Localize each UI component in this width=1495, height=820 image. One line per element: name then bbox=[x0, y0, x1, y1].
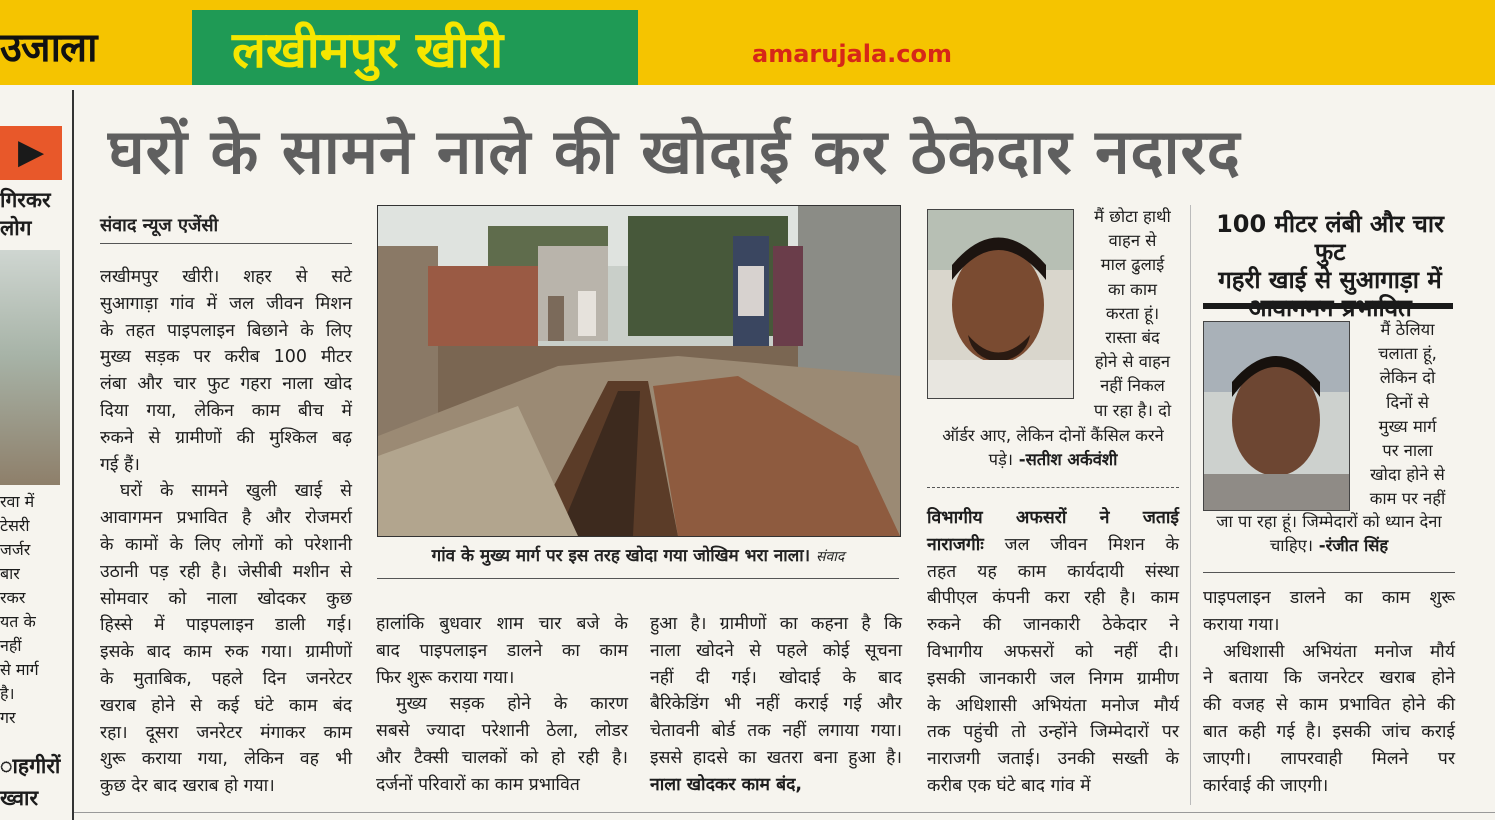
trench-photo-art bbox=[378, 206, 900, 536]
article-line: कार्रवाई की जाएगी। bbox=[1203, 775, 1329, 796]
quote-line: चलाता हूं, bbox=[1378, 344, 1437, 364]
article-line: इसके बाद काम रुक गया। ग्रामीणों bbox=[100, 642, 352, 663]
quote1-rule bbox=[927, 487, 1179, 488]
article-line: के तहत पाइपलाइन बिछाने के लिए bbox=[100, 320, 352, 341]
portrait-ranjeet bbox=[1203, 321, 1350, 511]
quote-line-text: चाहिए। bbox=[1269, 536, 1313, 556]
quote-line: खोदा होने से bbox=[1370, 465, 1445, 485]
left-strip-body bbox=[0, 490, 70, 730]
quote2-tail bbox=[1203, 510, 1455, 558]
article-line: मुख्य सड़क पर करीब 100 मीटर bbox=[100, 347, 352, 368]
subhead-cont: नाराजगीः bbox=[927, 534, 984, 555]
column-divider bbox=[72, 90, 74, 820]
side-heading-line: गहरी खाई से सुआगाड़ा में bbox=[1218, 266, 1442, 294]
article-line: हालांकि बुधवार शाम चार बजे के bbox=[376, 614, 628, 634]
article-line: और टैक्सी चालकों को हो रही है। bbox=[376, 747, 628, 768]
article-line: सबसे ज्यादा परेशानी ठेला, लोडर bbox=[376, 721, 628, 742]
article-column-4 bbox=[927, 505, 1179, 800]
quote-author: -सतीश अर्कवंशी bbox=[1013, 450, 1118, 470]
photo-caption bbox=[377, 543, 899, 566]
left-strip-text: गिरकर bbox=[0, 188, 51, 212]
article-line: बाद पाइपलाइन डालने का काम bbox=[376, 640, 628, 661]
quote-line: मैं ठेलिया bbox=[1380, 320, 1435, 339]
article-line: चेतावनी बोर्ड तक नहीं लगाया गया। bbox=[650, 721, 902, 742]
left-strip-line: रवा में bbox=[0, 492, 35, 511]
quote-line: होने से वाहन bbox=[1094, 352, 1171, 372]
quote-line-text: ऑर्डर आए, लेकिन दोनों कैंसिल करने bbox=[942, 426, 1164, 445]
quote-line: वाहन से bbox=[1108, 231, 1157, 251]
article-line: नाला खोदने से पहले कोई सूचना bbox=[650, 640, 902, 661]
headline: घरों के सामने नाले की खोदाई कर ठेकेदार नदारद bbox=[108, 115, 1241, 188]
article-line: पाइपलाइन डालने का काम शुरू bbox=[1203, 588, 1455, 608]
article-line: बैरिकेडिंग भी नहीं कराई गई और bbox=[650, 694, 902, 715]
article-line: रुकने से ग्रामीणों की मुश्किल बढ़ bbox=[100, 427, 352, 448]
article-line: शुरू कराया गया, लेकिन वह भी bbox=[100, 749, 352, 770]
quote-line: करता हूं। bbox=[1105, 303, 1160, 323]
article-line: अधिशासी अभियंता मनोज मौर्य bbox=[1223, 641, 1455, 662]
subhead: विभागीय अफसरों ने जताई bbox=[927, 508, 1179, 528]
portrait-satish bbox=[927, 209, 1074, 399]
left-strip-line: नहीं bbox=[0, 636, 22, 655]
article-line: नाला खोदकर काम बंद, bbox=[650, 774, 803, 795]
article-line: सुआगाड़ा गांव में जल जीवन मिशन bbox=[100, 293, 352, 314]
article-line: करीब एक घंटे बाद गांव में bbox=[927, 775, 1091, 796]
quote1-tail bbox=[927, 424, 1179, 472]
quote-line: माल ढुलाई bbox=[1100, 255, 1165, 275]
article-line: विभागीय अफसरों को नहीं दी। bbox=[927, 641, 1179, 662]
article-line: खराब होने से कई घंटे काम बंद bbox=[100, 695, 352, 716]
article-line: फिर शुरू कराया गया। bbox=[376, 667, 515, 688]
quote-line bbox=[927, 424, 1179, 448]
caption-rule bbox=[377, 578, 899, 579]
article-line: उठानी पड़ रही है। जेसीबी मशीन से bbox=[100, 561, 352, 582]
article-line: जाएगी। लापरवाही मिलने पर bbox=[1203, 748, 1455, 769]
article-lines bbox=[927, 559, 1179, 800]
article-line: इसकी जानकारी जल निगम ग्रामीण bbox=[927, 668, 1179, 689]
article-line: कराया गया। bbox=[1203, 614, 1280, 635]
article-line: मुख्य सड़क होने के कारण bbox=[396, 694, 628, 715]
article-line: गई हैं। bbox=[100, 454, 140, 475]
quote-author: -रंजीत सिंह bbox=[1312, 536, 1389, 556]
quote-line bbox=[1203, 510, 1455, 534]
quote-line bbox=[927, 448, 1179, 472]
article-line: के अधिशासी अभियंता मनोज मौर्य bbox=[927, 695, 1179, 716]
article-line: रहा। दूसरा जनरेटर मंगाकर काम bbox=[100, 722, 352, 743]
article-line: नहीं दी गई। खोदाई के बाद bbox=[650, 667, 902, 688]
quote-line: मुख्य मार्ग bbox=[1378, 416, 1437, 436]
article-line: हिस्से में पाइपलाइन डाली गई। bbox=[100, 615, 352, 636]
quote-line: दिनों से bbox=[1386, 392, 1429, 412]
article-line: घरों के सामने खुली खाई से bbox=[120, 481, 352, 502]
quote-line: पा रहा है। दो bbox=[1093, 400, 1172, 420]
quote-line-text: पड़े। bbox=[988, 450, 1014, 470]
quote-line bbox=[1203, 534, 1455, 558]
article-column-1 bbox=[100, 264, 352, 800]
left-strip-line: जर्जर bbox=[0, 540, 31, 559]
article-line: दर्जनों परिवारों का काम प्रभावित bbox=[376, 774, 580, 795]
left-strip-line: से मार्ग bbox=[0, 660, 39, 679]
column-divider bbox=[1190, 205, 1191, 805]
article-line: बात कही गई है। इसकी जांच कराई bbox=[1203, 721, 1455, 742]
article-line-text: जल जीवन मिशन के bbox=[983, 534, 1179, 555]
side-heading-line: 100 मीटर लंबी और चार फुट bbox=[1216, 210, 1444, 266]
left-strip-line: गर bbox=[0, 708, 16, 727]
left-strip-text: ख्वार bbox=[0, 786, 39, 810]
newspaper-logo: उजाला bbox=[0, 25, 97, 71]
side-heading-bar bbox=[1203, 303, 1453, 309]
article-line: लखीमपुर खीरी। शहर से सटे bbox=[100, 267, 352, 287]
article-line: बीपीएल कंपनी करा रही है। काम bbox=[927, 588, 1179, 609]
portrait-satish-art bbox=[928, 210, 1073, 398]
left-strip-text: ाहगीरों bbox=[0, 754, 61, 778]
left-strip-line: टेसरी bbox=[0, 516, 30, 535]
article-line: तक पहुंची तो उन्होंने जिम्मेदारों पर bbox=[927, 722, 1179, 743]
quote2-side bbox=[1360, 318, 1455, 512]
quote-line: नहीं निकल bbox=[1100, 376, 1165, 396]
trench-photo bbox=[377, 205, 901, 537]
article-line: लंबा और चार फुट गहरा नाला खोद bbox=[100, 374, 352, 395]
quote-line: लेकिन दो bbox=[1379, 368, 1436, 388]
article-line: के मुताबिक, पहले दिन जनरेटर bbox=[100, 668, 352, 689]
city-name: लखीमपुर खीरी bbox=[232, 21, 504, 79]
site-url: amarujala.com bbox=[752, 40, 953, 68]
article-line: सोमवार को नाला खोदकर कुछ bbox=[100, 588, 352, 609]
article-column-2 bbox=[376, 611, 628, 799]
left-strip-line: रकर bbox=[0, 588, 26, 607]
left-strip-photo bbox=[0, 250, 60, 485]
quote-line: रास्ता बंद bbox=[1105, 328, 1160, 348]
quote-line: काम पर नहीं bbox=[1369, 489, 1446, 509]
byline-rule bbox=[100, 243, 352, 244]
page-bottom-rule bbox=[74, 812, 1495, 813]
article-line: हुआ है। ग्रामीणों का कहना है कि bbox=[650, 614, 902, 634]
photo-caption-text: गांव के मुख्य मार्ग पर इस तरह खोदा गया जोखिम भरा नाला। bbox=[431, 546, 811, 566]
photo-credit: संवाद bbox=[816, 549, 845, 565]
quote-line: मैं छोटा हाथी bbox=[1094, 207, 1171, 226]
quote1-side bbox=[1085, 205, 1180, 423]
quote-line: पर नाला bbox=[1382, 441, 1433, 461]
left-strip-line: बार bbox=[0, 564, 20, 583]
left-strip-text: लोग bbox=[0, 216, 32, 240]
left-strip-line: यत के bbox=[0, 612, 36, 631]
megaphone-icon: ▶ bbox=[18, 132, 45, 172]
portrait-ranjeet-art bbox=[1204, 322, 1349, 510]
byline: संवाद न्यूज एजेंसी bbox=[100, 215, 219, 236]
article-line bbox=[927, 532, 1179, 559]
article-column-5 bbox=[1203, 585, 1455, 799]
article-line: नाराजगी जताई। उनकी सख्ती के bbox=[927, 749, 1179, 770]
article-line: की वजह से काम प्रभावित होने की bbox=[1203, 695, 1455, 716]
article-line: इससे हादसे का खतरा बना हुआ है। bbox=[650, 747, 902, 768]
article-line: दिया गया, लेकिन काम बीच में bbox=[100, 400, 352, 421]
quote2-rule bbox=[1203, 572, 1455, 573]
quote-line-text: जा पा रहा हूं। जिम्मेदारों को ध्यान देना bbox=[1216, 512, 1442, 531]
article-line: के कामों के लिए लोगों को परेशानी bbox=[100, 534, 352, 555]
left-strip-line: है। bbox=[0, 684, 15, 703]
article-line: तहत यह काम कार्यदायी संस्था bbox=[927, 561, 1179, 582]
article-line: ने बताया कि जनरेटर खराब होने bbox=[1203, 668, 1455, 689]
quote-line: का काम bbox=[1107, 279, 1157, 299]
article-line: कुछ देर बाद खराब हो गया। bbox=[100, 776, 275, 797]
article-column-3 bbox=[650, 611, 902, 799]
article-line: आवागमन प्रभावित है और रोजमर्रा bbox=[100, 508, 352, 529]
article-line: रुकने की जानकारी ठेकेदार ने bbox=[927, 615, 1179, 636]
